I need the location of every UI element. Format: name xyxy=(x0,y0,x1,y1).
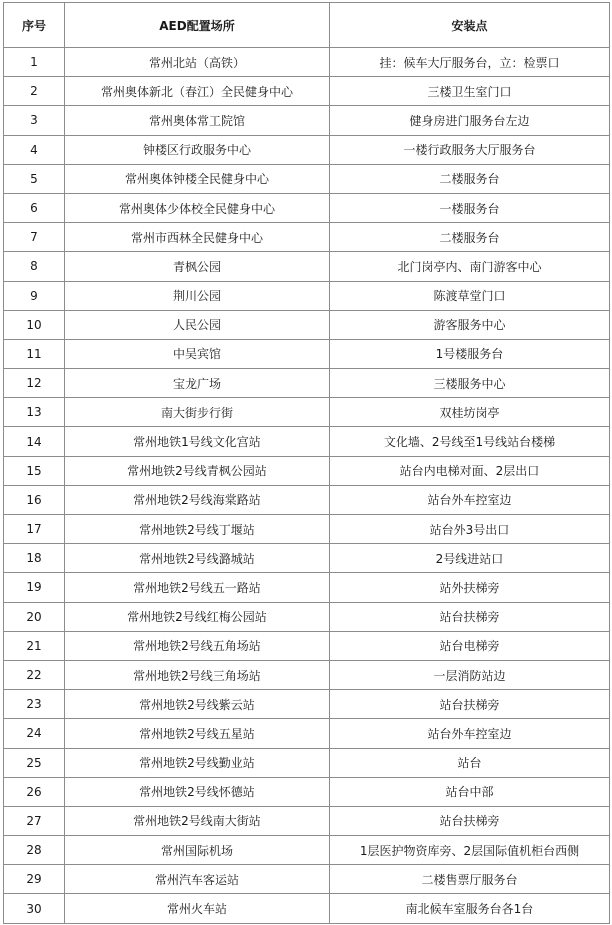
row-install-point-cell: 站台扶梯旁 xyxy=(330,806,610,835)
row-install-point-cell: 站台中部 xyxy=(330,777,610,806)
row-index-cell: 30 xyxy=(4,894,65,923)
header-install-point: 安装点 xyxy=(330,3,610,48)
row-location-cell: 常州地铁2号线三角场站 xyxy=(65,660,330,689)
row-install-point-cell: 站台内电梯对面、2层出口 xyxy=(330,456,610,485)
row-location-cell: 中吴宾馆 xyxy=(65,339,330,368)
row-location-cell: 常州奥体新北（春江）全民健身中心 xyxy=(65,77,330,106)
row-index-cell: 17 xyxy=(4,515,65,544)
table-row xyxy=(4,398,610,427)
table-row xyxy=(4,135,610,164)
row-install-point-cell: 站外扶梯旁 xyxy=(330,573,610,602)
row-install-point-cell: 1层医护物资库旁、2层国际值机柜台西侧 xyxy=(330,836,610,865)
row-index-cell: 20 xyxy=(4,602,65,631)
row-index-cell: 16 xyxy=(4,485,65,514)
row-index-cell: 2 xyxy=(4,77,65,106)
table-row xyxy=(4,836,610,865)
table-row xyxy=(4,865,610,894)
row-index-cell: 18 xyxy=(4,544,65,573)
row-location-cell: 荆川公园 xyxy=(65,281,330,310)
row-location-cell: 钟楼区行政服务中心 xyxy=(65,135,330,164)
row-location-cell: 常州地铁2号线紫云站 xyxy=(65,690,330,719)
row-location-cell: 南大街步行街 xyxy=(65,398,330,427)
row-index-cell: 21 xyxy=(4,631,65,660)
row-install-point-cell: 二楼售票厅服务台 xyxy=(330,865,610,894)
row-install-point-cell: 二楼服务台 xyxy=(330,164,610,193)
table-row xyxy=(4,427,610,456)
row-index-cell: 11 xyxy=(4,339,65,368)
row-install-point-cell: 2号线进站口 xyxy=(330,544,610,573)
row-install-point-cell: 站台电梯旁 xyxy=(330,631,610,660)
row-index-cell: 13 xyxy=(4,398,65,427)
row-location-cell: 常州地铁2号线海棠路站 xyxy=(65,485,330,514)
row-index-cell: 4 xyxy=(4,135,65,164)
row-install-point-cell: 站台扶梯旁 xyxy=(330,690,610,719)
row-index-cell: 9 xyxy=(4,281,65,310)
row-location-cell: 常州地铁2号线红梅公园站 xyxy=(65,602,330,631)
row-install-point-cell: 游客服务中心 xyxy=(330,310,610,339)
row-install-point-cell: 南北候车室服务台各1台 xyxy=(330,894,610,923)
row-location-cell: 常州奥体少体校全民健身中心 xyxy=(65,193,330,222)
table-row xyxy=(4,631,610,660)
row-install-point-cell: 北门岗亭内、南门游客中心 xyxy=(330,252,610,281)
table-row xyxy=(4,515,610,544)
row-index-cell: 6 xyxy=(4,193,65,222)
row-install-point-cell: 三楼服务中心 xyxy=(330,369,610,398)
table-header-row xyxy=(4,3,610,48)
row-index-cell: 14 xyxy=(4,427,65,456)
row-install-point-cell: 一楼服务台 xyxy=(330,193,610,222)
row-index-cell: 8 xyxy=(4,252,65,281)
row-index-cell: 24 xyxy=(4,719,65,748)
table-row xyxy=(4,339,610,368)
row-index-cell: 10 xyxy=(4,310,65,339)
row-location-cell: 宝龙广场 xyxy=(65,369,330,398)
row-location-cell: 常州地铁2号线五一路站 xyxy=(65,573,330,602)
row-install-point-cell: 一层消防站边 xyxy=(330,660,610,689)
table-body xyxy=(4,48,610,924)
row-install-point-cell: 挂：候车大厅服务台，立：检票口 xyxy=(330,48,610,77)
table-row xyxy=(4,806,610,835)
header-index: 序号 xyxy=(4,3,65,48)
row-location-cell: 常州北站（高铁） xyxy=(65,48,330,77)
table-row xyxy=(4,106,610,135)
table-row xyxy=(4,193,610,222)
row-install-point-cell: 站台外3号出口 xyxy=(330,515,610,544)
table-row xyxy=(4,660,610,689)
table-row xyxy=(4,544,610,573)
row-install-point-cell: 站台外车控室边 xyxy=(330,485,610,514)
row-index-cell: 15 xyxy=(4,456,65,485)
row-location-cell: 常州地铁2号线南大街站 xyxy=(65,806,330,835)
table-row xyxy=(4,748,610,777)
row-index-cell: 29 xyxy=(4,865,65,894)
row-index-cell: 23 xyxy=(4,690,65,719)
table-row xyxy=(4,48,610,77)
row-location-cell: 常州地铁2号线潞城站 xyxy=(65,544,330,573)
row-location-cell: 常州市西林全民健身中心 xyxy=(65,223,330,252)
row-index-cell: 1 xyxy=(4,48,65,77)
row-index-cell: 22 xyxy=(4,660,65,689)
table-row xyxy=(4,602,610,631)
row-location-cell: 常州地铁2号线怀德站 xyxy=(65,777,330,806)
row-install-point-cell: 文化墙、2号线至1号线站台楼梯 xyxy=(330,427,610,456)
row-location-cell: 常州火车站 xyxy=(65,894,330,923)
row-install-point-cell: 双桂坊岗亭 xyxy=(330,398,610,427)
table-row xyxy=(4,719,610,748)
row-location-cell: 常州汽车客运站 xyxy=(65,865,330,894)
row-index-cell: 3 xyxy=(4,106,65,135)
row-index-cell: 19 xyxy=(4,573,65,602)
row-install-point-cell: 1号楼服务台 xyxy=(330,339,610,368)
table-row xyxy=(4,164,610,193)
table-row xyxy=(4,573,610,602)
aed-location-table xyxy=(3,2,610,924)
row-index-cell: 25 xyxy=(4,748,65,777)
row-install-point-cell: 站台外车控室边 xyxy=(330,719,610,748)
table-row xyxy=(4,252,610,281)
table-row xyxy=(4,77,610,106)
row-location-cell: 常州地铁1号线文化宫站 xyxy=(65,427,330,456)
table-row xyxy=(4,894,610,923)
row-index-cell: 28 xyxy=(4,836,65,865)
row-index-cell: 26 xyxy=(4,777,65,806)
row-location-cell: 常州奥体钟楼全民健身中心 xyxy=(65,164,330,193)
row-location-cell: 常州地铁2号线勤业站 xyxy=(65,748,330,777)
row-location-cell: 常州地铁2号线五角场站 xyxy=(65,631,330,660)
row-location-cell: 常州奥体常工院馆 xyxy=(65,106,330,135)
row-install-point-cell: 站台 xyxy=(330,748,610,777)
row-index-cell: 5 xyxy=(4,164,65,193)
row-install-point-cell: 二楼服务台 xyxy=(330,223,610,252)
header-aed-location: AED配置场所 xyxy=(65,3,330,48)
table-row xyxy=(4,223,610,252)
row-index-cell: 7 xyxy=(4,223,65,252)
row-install-point-cell: 站台扶梯旁 xyxy=(330,602,610,631)
row-location-cell: 常州地铁2号线丁堰站 xyxy=(65,515,330,544)
row-index-cell: 12 xyxy=(4,369,65,398)
table-row xyxy=(4,281,610,310)
table-row xyxy=(4,690,610,719)
table-row xyxy=(4,310,610,339)
table-row xyxy=(4,485,610,514)
table-row xyxy=(4,456,610,485)
row-location-cell: 常州地铁2号线五星站 xyxy=(65,719,330,748)
row-install-point-cell: 健身房进门服务台左边 xyxy=(330,106,610,135)
table-row xyxy=(4,777,610,806)
row-location-cell: 常州地铁2号线青枫公园站 xyxy=(65,456,330,485)
row-location-cell: 常州国际机场 xyxy=(65,836,330,865)
row-install-point-cell: 一楼行政服务大厅服务台 xyxy=(330,135,610,164)
row-install-point-cell: 陈渡草堂门口 xyxy=(330,281,610,310)
table-row xyxy=(4,369,610,398)
row-location-cell: 人民公园 xyxy=(65,310,330,339)
row-index-cell: 27 xyxy=(4,806,65,835)
row-install-point-cell: 三楼卫生室门口 xyxy=(330,77,610,106)
row-location-cell: 青枫公园 xyxy=(65,252,330,281)
